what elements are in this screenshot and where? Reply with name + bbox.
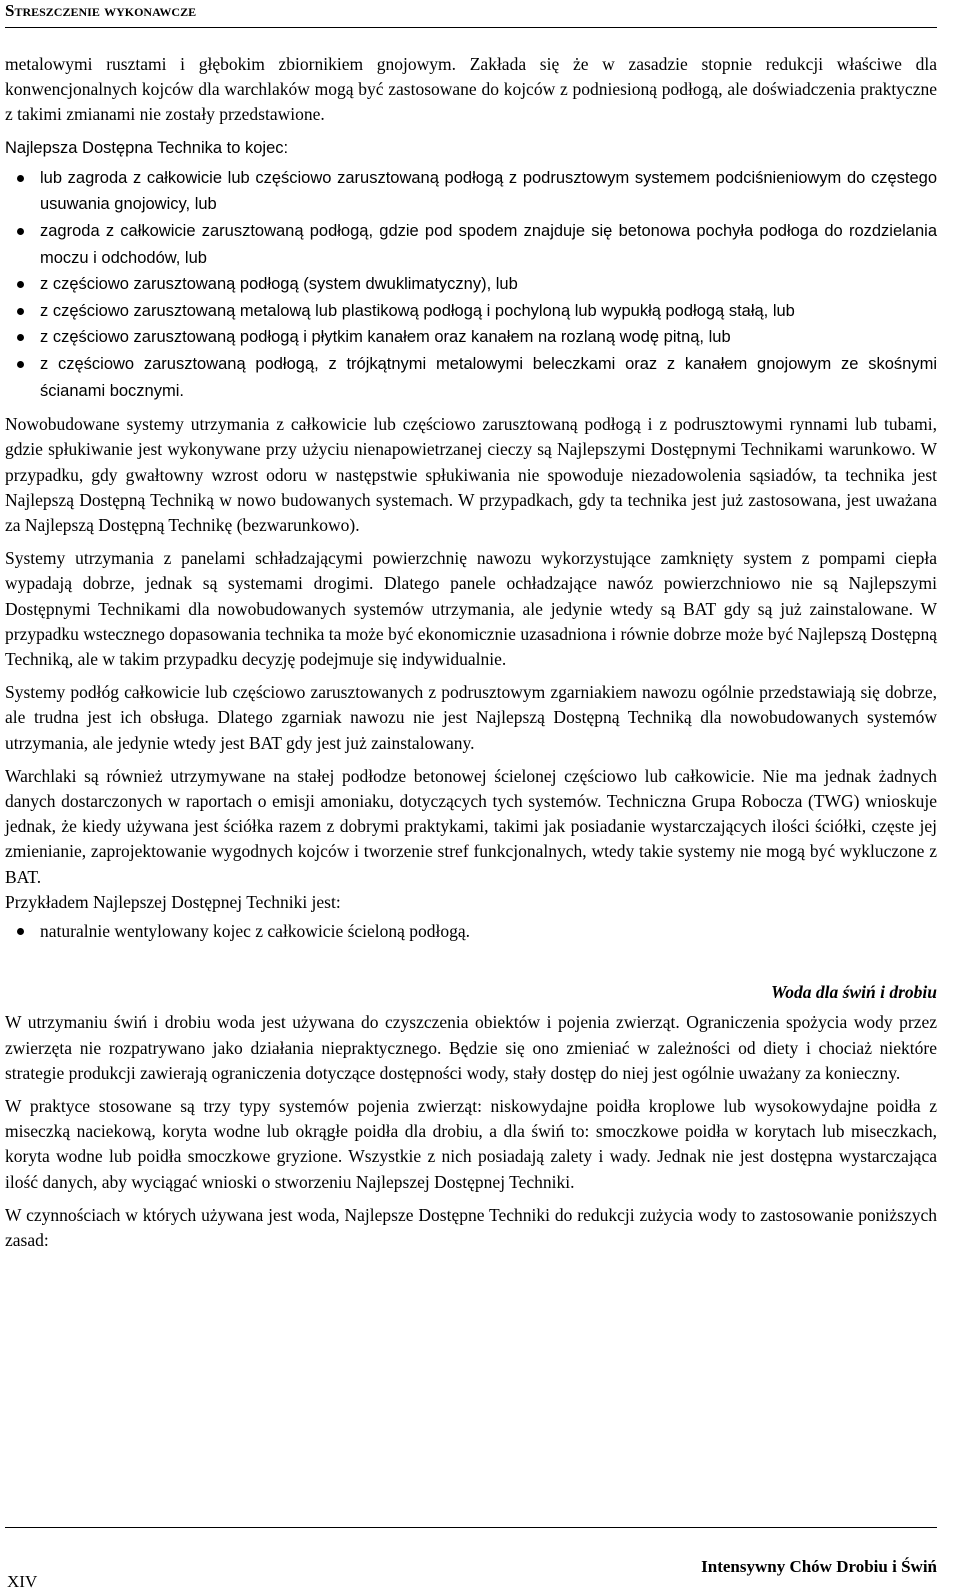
paragraph: Systemy utrzymania z panelami schładzającymi powierzchnię nawozu wykorzystujące zamknięty system z pompami ciepła wypadają dobrze, jednak są systemami drogimi. Dlatego panele ochładzające nawóz powierzchniowo nie są Najlepszymi Dostępnymi Technikami dla nowobudowanych systemów utrzymania, ale jedynie wtedy są BAT gdy są już zainstalowane. W przypadku wstecznego dopasowania technika ta może być ekonomicznie uzasadniona i równie dobrze może być Najlepszą Dostępną Techniką, ale w takim przypadku decyzję podejmuje się indywidualnie.: [5, 548, 937, 669]
bat-pen-list: [5, 165, 937, 404]
paragraph: Warchlaki są również utrzymywane na stałej podłodze betonowej ścielonej częściowo lub całkowicie. Nie ma jednak żadnych danych dostarczonych w raportach o emisji amoniaku, dotyczących tych systemów. Techniczna Grupa Robocza (TWG) wnioskuje jednak, że kiedy używana jest ściółka razem z dobrymi praktykami, takimi jak posiadanie wystarczających ilości ściółki, częste jej zmienianie, zaprojektowanie wygodnych kojców i tworzenie stref funkcjonalnych, wtedy takie systemy nie mogą być wykluczone z BAT.: [5, 765, 937, 887]
page-number: XIV: [7, 1572, 38, 1591]
bat-example-list: [5, 919, 937, 944]
list-item: z częściowo zarusztowaną podłogą (system dwuklimatyczny), lub: [5, 271, 937, 298]
paragraph: metalowymi rusztami i głębokim zbiornikiem gnojowym. Zakłada się że w zasadzie stopnie redukcji właściwe dla konwencjonalnych kojców dla warchlaków mogą być zastosowane do kojców z podniesioną podłogą, ale doświadczenia praktyczne z takimi zmianami nie zostały przedstawione.: [5, 54, 937, 125]
paragraph-bat-intro: Najlepsza Dostępna Technika to kojec:: [5, 138, 289, 157]
paragraph: W utrzymaniu świń i drobiu woda jest używana do czyszczenia obiektów i pojenia zwierząt. Ograniczenia spożycia wody przez zwierzęta nie rozpatrywano jako działania niepraktycznego. Będzie się ono zmieniać w zależności od diety i chociaż niektóre strategie produkcji zawierają ograniczenia dotyczące dostępności wody, stały dostęp do niej jest ogólnie uważany za konieczny.: [5, 1012, 937, 1083]
footer-divider: [5, 1527, 937, 1528]
footer-document-title: Intensywny Chów Drobiu i Świń: [701, 1557, 937, 1576]
list-item: lub zagroda z całkowicie lub częściowo zarusztowaną podłogą z podrusztowym systemem podciśnieniowym do częstego usuwania gnojowicy, lub: [5, 165, 937, 218]
list-item: z częściowo zarusztowaną podłogą, z trójkątnymi metalowymi beleczkami oraz z kanałem gnojowym ze skośnymi ścianami bocznymi.: [5, 351, 937, 404]
list-item: z częściowo zarusztowaną podłogą i płytkim kanałem oraz kanałem na rozlaną wodę pitną, lub: [5, 324, 937, 351]
list-item: naturalnie wentylowany kojec z całkowicie ścieloną podłogą.: [5, 919, 937, 944]
paragraph: Nowobudowane systemy utrzymania z całkowicie lub częściowo zarusztowaną podłogą i z podrusztowymi rynnami lub tubami, gdzie spłukiwanie jest wykonywane przy użyciu nienapowietrzanej cieczy są Najlepszymi Dostępnymi Technikami warunkowo. W przypadku, gdy gwałtowny wzrost odoru w następstwie spłukiwania nie spowoduje niezadowolenia sąsiadów, ta technika jest Najlepszą Dostępną Techniką w nowo budowanych systemach. W przypadkach, gdy ta technika jest już zastosowana, jest uważana za Najlepszą Dostępną Technikę (bezwarunkowo).: [5, 414, 937, 535]
paragraph: W czynnościach w których używana jest woda, Najlepsze Dostępne Techniki do redukcji zużycia wody to zastosowanie poniższych zasad:: [5, 1204, 937, 1251]
header-title: Streszczenie wykonawcze: [5, 1, 197, 20]
paragraph: W praktyce stosowane są trzy typy systemów pojenia zwierząt: niskowydajne poidła kroplowe lub wysokowydajne poidła z miseczką naciekową, koryta wodne lub okrągłe poidła dla drobiu, a dla świń to: smoczkowe poidła w korytach lub miseczkach, koryta wodne lub poidła smoczkowe gryzione. Wszystkie z nich posiadają zalety i wady. Jednak nie jest dostępna wystarczająca ilość danych, aby wyciągać wnioski o stworzeniu Najlepszej Dostępnej Techniki.: [5, 1096, 937, 1192]
paragraph-example-intro: Przykładem Najlepszej Dostępnej Techniki jest:: [5, 891, 341, 912]
section-subheading: Woda dla świń i drobiu: [771, 982, 937, 1003]
list-item: zagroda z całkowicie zarusztowaną podłogą, gdzie pod spodem znajduje się betonowa pochyła podłoga do rozdzielania moczu i odchodów, lub: [5, 218, 937, 271]
paragraph: Systemy podłóg całkowicie lub częściowo zarusztowanych z podrusztowym zgarniakiem nawozu ogólnie przedstawiają się dobrze, ale trudna jest ich obsługa. Dlatego zgarniak nawozu nie jest Najlepszą Dostępną Techniką dla nowobudowanych systemów utrzymania, ale jedynie wtedy jest BAT gdy jest już zainstalowany.: [5, 682, 937, 753]
running-header: [5, 0, 937, 28]
page-body: [5, 52, 937, 1261]
list-item: z częściowo zarusztowaną metalową lub plastikową podłogą i pochyloną lub wypukłą podłogą stałą, lub: [5, 298, 937, 325]
